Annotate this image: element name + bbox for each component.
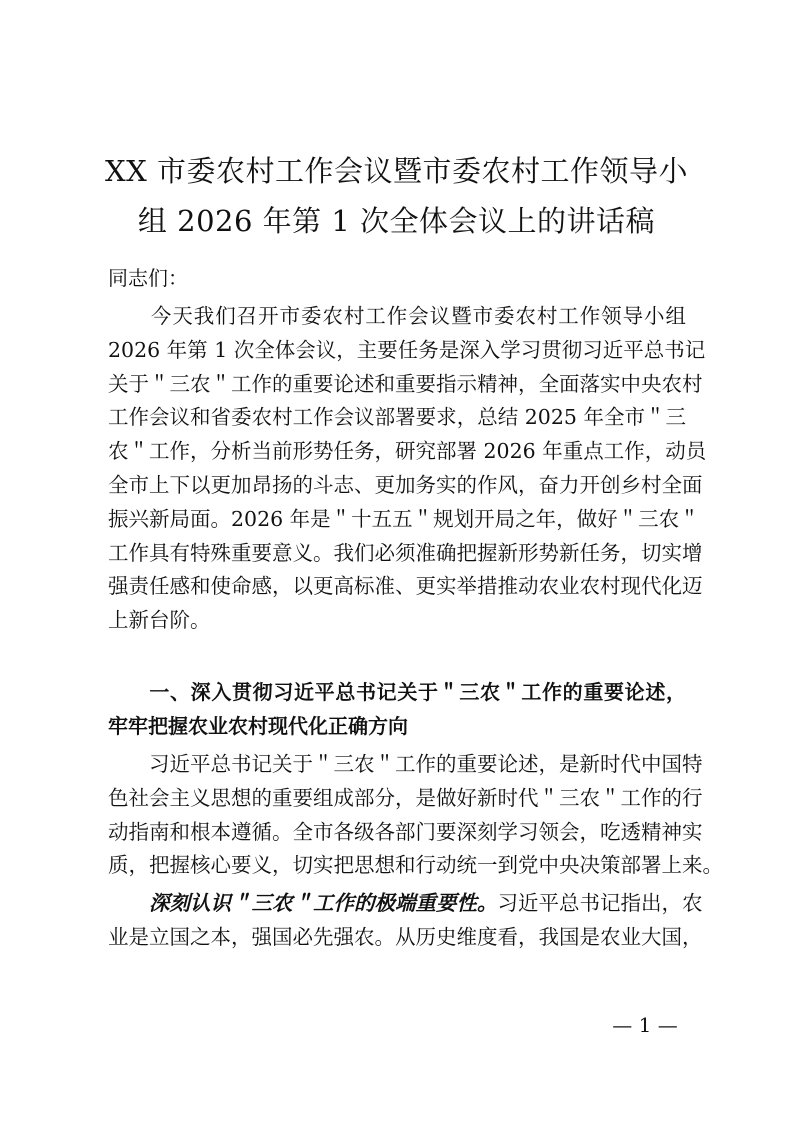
text-line: 业是立国之本，强国必先强农。从历史维度看，我国是农业大国， xyxy=(108,924,703,949)
text-line: 强责任感和使命感，以更高标准、更实举措推动农业农村现代化迈 xyxy=(108,574,703,599)
text-line: 上新台阶。 xyxy=(108,608,211,633)
section-heading-1 xyxy=(108,676,686,744)
paragraph-intro xyxy=(108,300,707,638)
page-number: — 1 — xyxy=(612,1013,678,1037)
paragraph-section-1 xyxy=(108,748,723,883)
text-line: 今天我们召开市委农村工作会议暨市委农村工作领导小组 xyxy=(108,304,686,328)
paragraph-subsection xyxy=(108,887,703,955)
text-line: 振兴新局面。2026 年是＂十五五＂规划开局之年，做好＂三农＂ xyxy=(108,506,700,531)
text-line: 全市上下以更加昂扬的斗志、更加务实的作风，奋力开创乡村全面 xyxy=(108,472,703,497)
heading-line: 牢牢把握农业农村现代化正确方向 xyxy=(108,713,408,738)
text-line: 农＂工作，分析当前形势任务，研究部署 2026 年重点工作，动员 xyxy=(108,439,707,464)
heading-line: 一、深入贯彻习近平总书记关于＂三农＂工作的重要论述， xyxy=(108,680,686,704)
subsection-text: 习近平总书记指出，农 xyxy=(497,891,703,915)
text-line: 习近平总书记关于＂三农＂工作的重要论述，是新时代中国特 xyxy=(108,752,703,776)
title-line: XX 市委农村工作会议暨市委农村工作领导小 xyxy=(104,154,688,188)
title-line: 组 2026 年第 1 次全体会议上的讲话稿 xyxy=(137,204,656,238)
text-line: 2026 年第 1 次全体会议，主要任务是深入学习贯彻习近平总书记 xyxy=(108,337,706,362)
text-line: 色社会主义思想的重要组成部分，是做好新时代＂三农＂工作的行 xyxy=(108,785,703,810)
salutation: 同志们： xyxy=(108,266,188,290)
text-line: 工作会议和省委农村工作会议部署要求，总结 2025 年全市＂三 xyxy=(108,405,686,430)
document-title xyxy=(90,146,703,246)
text-line: 质，把握核心要义，切实把思想和行动统一到党中央决策部署上来。 xyxy=(108,853,723,878)
text-line: 关于＂三农＂工作的重要论述和重要指示精神，全面落实中央农村 xyxy=(108,371,703,396)
subsection-lead: 深刻认识＂三农＂工作的极端重要性。 xyxy=(108,891,498,915)
text-line: 动指南和根本遵循。全市各级各部门要深刻学习领会，吃透精神实 xyxy=(108,819,703,844)
text-line xyxy=(108,887,703,921)
text-line: 工作具有特殊重要意义。我们必须准确把握新形势新任务，切实增 xyxy=(108,540,703,565)
